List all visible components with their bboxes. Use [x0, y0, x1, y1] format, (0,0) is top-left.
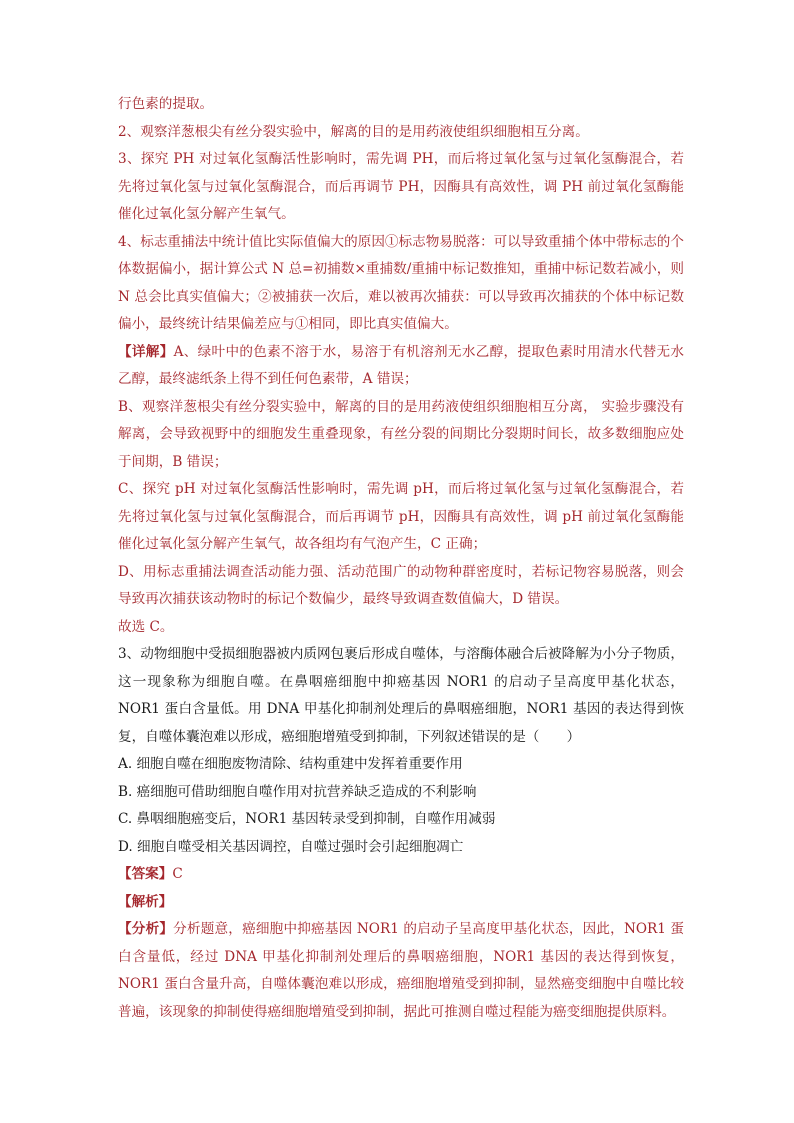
fenxi-tag: 【分析】	[118, 921, 174, 937]
detail-tag: 【详解】	[118, 343, 174, 360]
answer-line	[118, 861, 684, 889]
detail-a-text: A、绿叶中的色素不溶于水，易溶于有机溶剂无水乙醇，提取色素时用清水代替无水乙醇，最终滤纸条上得不到任何色素带，A 错误；	[118, 343, 684, 387]
paragraph-mark-recapture: 4、标志重捕法中统计值比实际值偏大的原因①标志物易脱落：可以导致重捕个体中带标志的个体数据偏小，据计算公式 N 总=初捕数×重捕数/重捕中标记数推知，重捕中标记数若减小，则 N 总会比真实值偏大；②被捕获一次后，难以被再次捕获：可以导致再次捕获的个体中标记数偏小，最终统计结果偏差应与①相同，即比真实值偏大。	[118, 233, 684, 332]
question-stem: 3、动物细胞中受损细胞器被内质网包裹后形成自噬体，与溶酶体融合后被降解为小分子物质，这一现象称为细胞自噬。在鼻咽癌细胞中抑癌基因 NOR1 的启动子呈高度甲基化状态，NOR1 蛋白含量低。用 DNA 甲基化抑制剂处理后的鼻咽癌细胞，NOR1 基因的表达得到恢复，自噬体囊泡难以形成，癌细胞增殖受到抑制，下列叙述错误的是（ ）	[118, 646, 684, 745]
paragraph-detail-b: B、观察洋葱根尖有丝分裂实验中，解离的目的是用药液使组织细胞相互分离， 实验步骤没有解离，会导致视野中的细胞发生重叠现象，有丝分裂的间期比分裂期时间长，故多数细胞应处于间期，B 错误；	[118, 398, 684, 470]
fenxi-text: 分析题意，癌细胞中抑癌基因 NOR1 的启动子呈高度甲基化状态，因此，NOR1 蛋白含量低，经过 DNA 甲基化抑制剂处理后的鼻咽癌细胞，NOR1 基因的表达得到恢复，NOR1 蛋白含量升高，自噬体囊泡难以形成，癌细胞增殖受到抑制，显然癌变细胞中自噬比较普遍，该现象的抑制使得癌细胞增殖受到抑制，据此可推测自噬过程能为癌变细胞提供原料。	[118, 921, 684, 1020]
option-c: C. 鼻咽细胞癌变后，NOR1 基因转录受到抑制，自噬作用减弱	[118, 811, 496, 827]
paragraph-detail-a	[118, 339, 684, 394]
answer-value: C	[172, 866, 183, 882]
paragraph-detail-c: C、探究 pH 对过氧化氢酶活性影响时，需先调 pH，而后将过氧化氢与过氧化氢酶混合，若先将过氧化氢与过氧化氢酶混合，而后再调节 pH，因酶具有高效性，调 pH 前过氧化氢酶能催化过氧化氢分解产生氧气，故各组均有气泡产生，C 正确；	[118, 481, 684, 552]
paragraph-onion-root-tip: 2、观察洋葱根尖有丝分裂实验中，解离的目的是用药液使组织细胞相互分离。	[118, 123, 589, 140]
paragraph-analysis	[118, 916, 684, 1026]
answer-tag: 【答案】	[118, 866, 173, 882]
option-a: A. 细胞自噬在细胞废物清除、结构重建中发挥着重要作用	[118, 756, 463, 772]
paragraph-choose-c: 故选 C。	[118, 618, 174, 635]
document-body	[118, 91, 684, 1026]
paragraph-ph-catalase: 3、探究 PH 对过氧化氢酶活性影响时，需先调 PH，而后将过氧化氢与过氧化氢酶混合，若先将过氧化氢与过氧化氢酶混合，而后再调节 PH，因酶具有高效性，调 PH 前过氧化氢酶能催化过氧化氢分解产生氧气。	[118, 151, 684, 222]
paragraph-detail-d: D、用标志重捕法调查活动能力强、活动范围广的动物种群密度时，若标记物容易脱落，则会导致再次捕获该动物时的标记个数偏少，最终导致调查数值偏大，D 错误。	[118, 563, 684, 607]
paragraph-pigment-extraction: 行色素的提取。	[118, 96, 214, 112]
analysis-heading	[118, 889, 684, 917]
option-d: D. 细胞自噬受相关基因调控，自噬过强时会引起细胞凋亡	[118, 838, 464, 855]
option-b: B. 癌细胞可借助细胞自噬作用对抗营养缺乏造成的不利影响	[118, 783, 477, 800]
analysis-tag: 【解析】	[118, 893, 173, 910]
